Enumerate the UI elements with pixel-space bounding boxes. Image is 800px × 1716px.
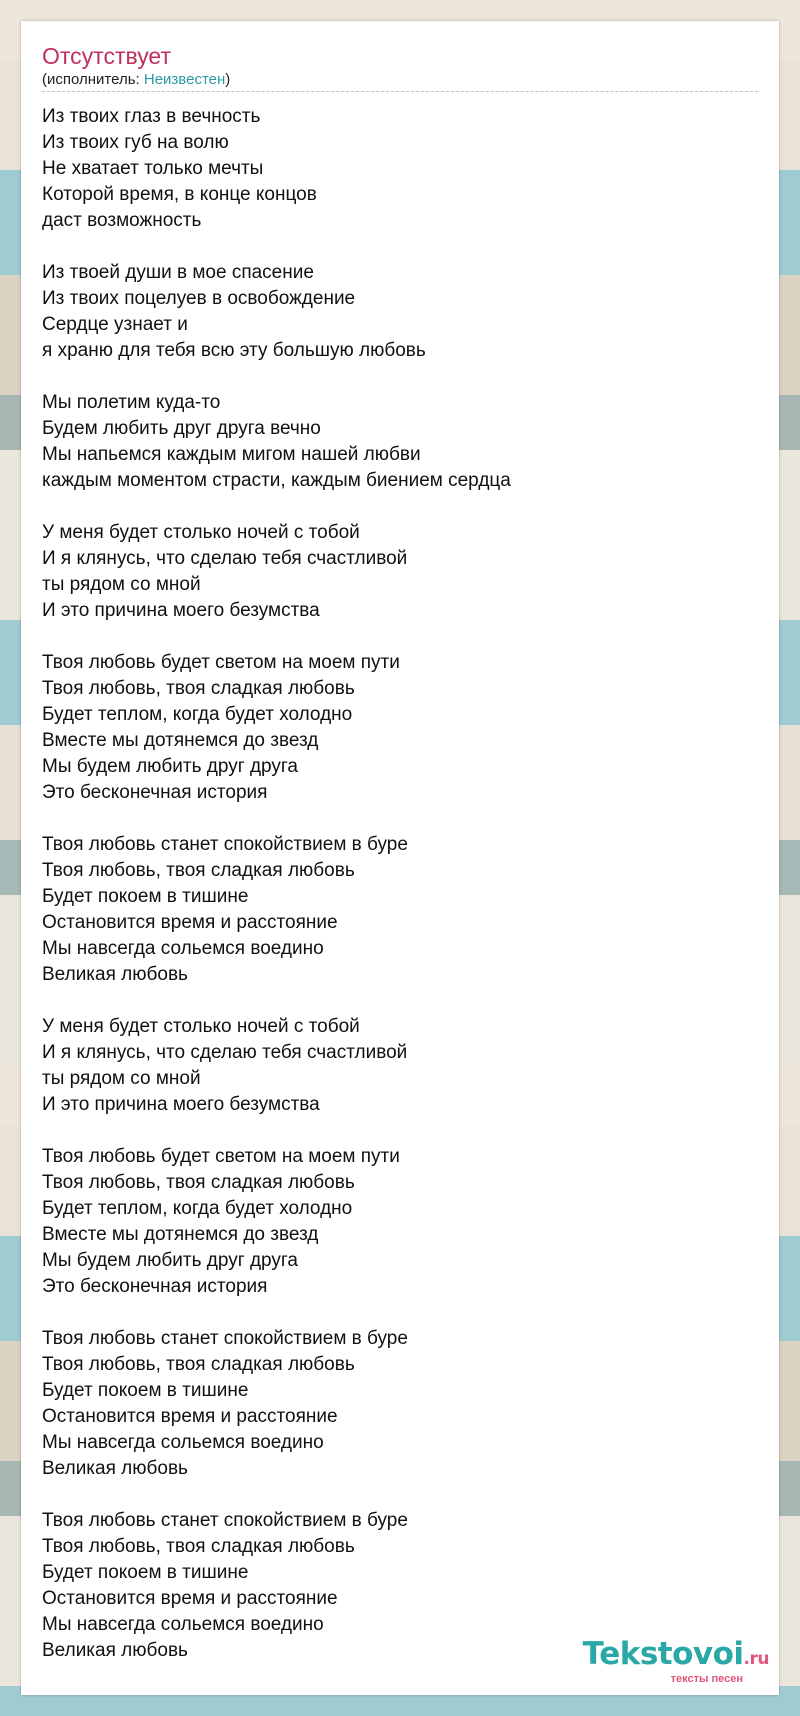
lyric-line: ты рядом со мной xyxy=(42,1068,201,1089)
lyric-line: Мы полетим куда-то xyxy=(42,392,221,413)
lyric-line: И это причина моего безумства xyxy=(42,1094,320,1115)
lyric-line: Великая любовь xyxy=(42,964,188,985)
lyric-line: Твоя любовь станет спокойствием в буре xyxy=(42,1328,408,1349)
lyric-line: Сердце узнает и xyxy=(42,314,188,335)
lyric-line: Твоя любовь будет светом на моем пути xyxy=(42,1146,400,1167)
lyric-line: Мы напьемся каждым мигом нашей любви xyxy=(42,444,421,465)
lyric-line: Из твоей души в мое спасение xyxy=(42,262,314,283)
lyrics-stanza xyxy=(42,650,758,806)
lyric-line: Будем любить друг друга вечно xyxy=(42,418,321,439)
lyric-line: Твоя любовь станет спокойствием в буре xyxy=(42,834,408,855)
logo-wordmark xyxy=(583,1638,769,1675)
lyric-line: Великая любовь xyxy=(42,1640,188,1661)
logo-tagline: тексты песен xyxy=(670,1673,743,1685)
lyric-line: Остановится время и расстояние xyxy=(42,912,338,933)
lyric-line: И это причина моего безумства xyxy=(42,600,320,621)
lyrics-stanza xyxy=(42,1144,758,1300)
lyric-line: Великая любовь xyxy=(42,1458,188,1479)
lyric-line: Твоя любовь станет спокойствием в буре xyxy=(42,1510,408,1531)
lyric-line: Из твоих губ на волю xyxy=(42,132,229,153)
lyric-line: Мы навсегда сольемся воедино xyxy=(42,938,324,959)
lyric-line: Мы будем любить друг друга xyxy=(42,756,298,777)
artist-line xyxy=(42,71,758,89)
lyric-line: Вместе мы дотянемся до звезд xyxy=(42,730,319,751)
lyric-line: У меня будет столько ночей с тобой xyxy=(42,522,360,543)
lyric-line: Твоя любовь, твоя сладкая любовь xyxy=(42,1536,355,1557)
lyric-line: И я клянусь, что сделаю тебя счастливой xyxy=(42,548,408,569)
lyrics-stanza xyxy=(42,1326,758,1482)
artist-suffix: ) xyxy=(225,71,231,88)
lyrics-stanza xyxy=(42,260,758,364)
logo-name: Tekstovoi xyxy=(582,1636,744,1672)
song-title: Отсутствует xyxy=(42,43,171,69)
logo-tld: .ru xyxy=(743,1649,769,1669)
lyric-line: Мы навсегда сольемся воедино xyxy=(42,1614,324,1635)
lyrics-stanza xyxy=(42,390,758,494)
artist-prefix: (исполнитель: xyxy=(42,71,144,88)
lyric-line: Будет теплом, когда будет холодно xyxy=(42,1198,353,1219)
lyric-line: Твоя любовь будет светом на моем пути xyxy=(42,652,400,673)
lyric-line: Остановится время и расстояние xyxy=(42,1588,338,1609)
lyrics-stanza xyxy=(42,1014,758,1118)
lyric-line: Будет покоем в тишине xyxy=(42,1562,249,1583)
lyrics-stanza xyxy=(42,104,758,234)
lyric-line: Которой время, в конце концов xyxy=(42,184,317,205)
lyric-line: Это бесконечная история xyxy=(42,782,268,803)
lyric-line: ты рядом со мной xyxy=(42,574,201,595)
artist-link[interactable]: Неизвестен xyxy=(143,71,226,88)
lyric-line: Из твоих глаз в вечность xyxy=(42,106,261,127)
site-logo[interactable] xyxy=(583,1638,769,1685)
lyric-line: Будет теплом, когда будет холодно xyxy=(42,704,353,725)
lyrics-body xyxy=(42,104,758,1690)
lyric-line: И я клянусь, что сделаю тебя счастливой xyxy=(42,1042,408,1063)
lyric-line: Твоя любовь, твоя сладкая любовь xyxy=(42,1172,355,1193)
lyric-line: Твоя любовь, твоя сладкая любовь xyxy=(42,860,355,881)
lyric-line: Из твоих поцелуев в освобождение xyxy=(42,288,356,309)
lyric-line: Остановится время и расстояние xyxy=(42,1406,338,1427)
lyric-line: Вместе мы дотянемся до звезд xyxy=(42,1224,319,1245)
lyric-line: Не хватает только мечты xyxy=(42,158,264,179)
lyrics-page xyxy=(21,21,779,1695)
lyric-line: Это бесконечная история xyxy=(42,1276,268,1297)
lyric-line: Будет покоем в тишине xyxy=(42,1380,249,1401)
song-header xyxy=(42,41,758,92)
lyric-line: Будет покоем в тишине xyxy=(42,886,249,907)
lyric-line: я храню для тебя всю эту большую любовь xyxy=(42,340,426,361)
lyric-line: Твоя любовь, твоя сладкая любовь xyxy=(42,678,355,699)
lyric-line: Твоя любовь, твоя сладкая любовь xyxy=(42,1354,355,1375)
lyric-line: даст возможность xyxy=(42,210,202,231)
lyrics-stanza xyxy=(42,520,758,624)
lyrics-stanza xyxy=(42,832,758,988)
lyric-line: Мы навсегда сольемся воедино xyxy=(42,1432,324,1453)
lyric-line: У меня будет столько ночей с тобой xyxy=(42,1016,360,1037)
lyric-line: каждым моментом страсти, каждым биением сердца xyxy=(42,470,511,491)
lyric-line: Мы будем любить друг друга xyxy=(42,1250,298,1271)
